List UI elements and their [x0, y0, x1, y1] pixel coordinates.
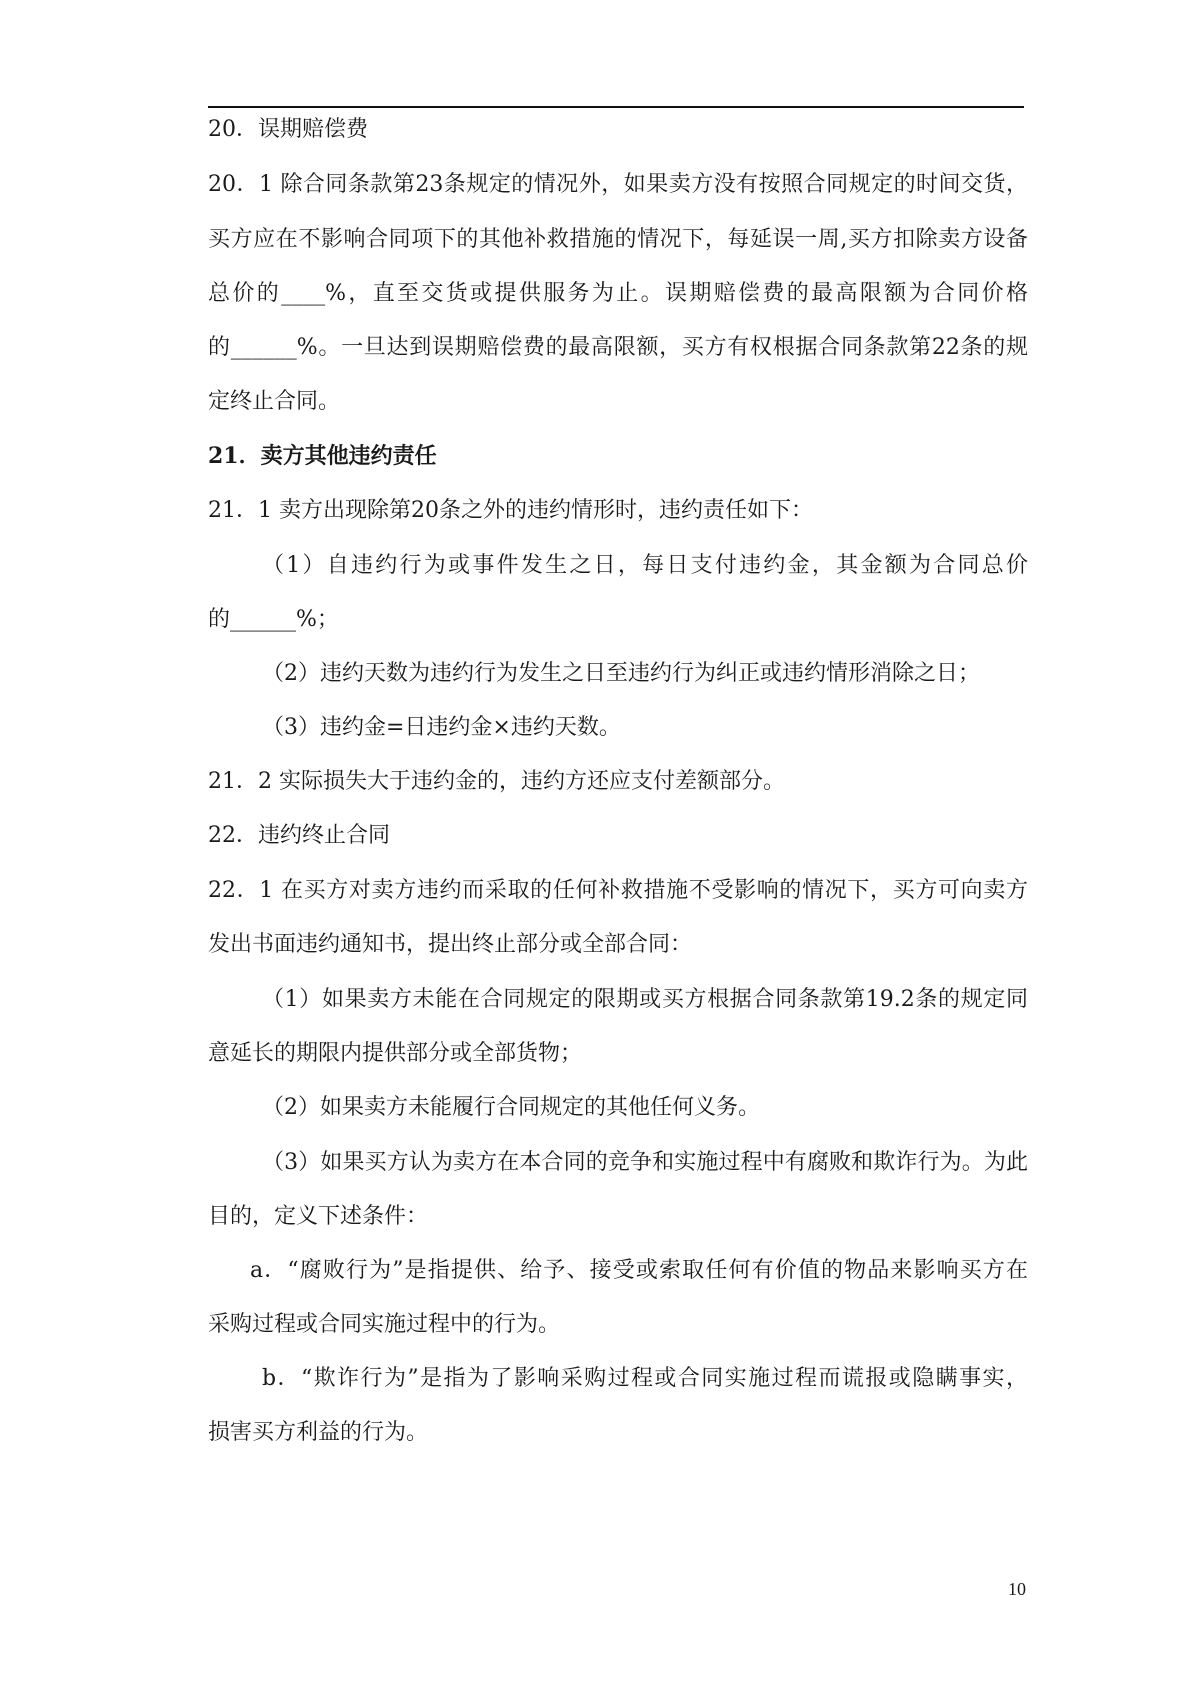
paragraph-line: 21．2 实际损失大于违约金的，违约方还应支付差额部分。: [208, 769, 785, 794]
list-item: （3）如果买方认为卖方在本合同的竞争和实施过程中有腐败和欺诈行为。为此: [262, 1150, 1028, 1175]
list-item: b．“欺诈行为”是指为了影响采购过程或合同实施过程而谎报或隐瞒事实，: [262, 1366, 1028, 1391]
paragraph-line: 20．1 除合同条款第23条规定的情况外，如果卖方没有按照合同规定的时间交货，: [208, 172, 1028, 197]
paragraph-line: 的______%。一旦达到误期赔偿费的最高限额，买方有权根据合同条款第22条的规: [208, 335, 1028, 360]
paragraph-line: 目的，定义下述条件：: [208, 1204, 429, 1229]
paragraph-line: 买方应在不影响合同项下的其他补救措施的情况下，每延误一周,买方扣除卖方设备: [208, 227, 1028, 252]
list-item: （1）自违约行为或事件发生之日，每日支付违约金，其金额为合同总价: [262, 553, 1028, 578]
list-item: （1）如果卖方未能在合同规定的限期或买方根据合同条款第19.2条的规定同: [262, 987, 1028, 1012]
paragraph-line: 损害买方利益的行为。: [208, 1420, 429, 1445]
paragraph-line: 22．1 在买方对卖方违约而采取的任何补救措施不受影响的情况下，买方可向卖方: [208, 878, 1028, 903]
list-item: a．“腐败行为”是指提供、给予、接受或索取任何有价值的物品来影响买方在: [250, 1258, 1028, 1283]
paragraph-line: 意延长的期限内提供部分或全部货物；: [208, 1041, 583, 1066]
list-item: （2）如果卖方未能履行合同规定的其他任何义务。: [262, 1095, 760, 1120]
list-item: （3）违约金=日违约金×违约天数。: [262, 715, 621, 740]
paragraph-line: 21．1 卖方出现除第20条之外的违约情形时，违约责任如下：: [208, 498, 813, 523]
section-22-heading: 22．违约终止合同: [208, 823, 390, 848]
paragraph-line: 采购过程或合同实施过程中的行为。: [208, 1312, 561, 1337]
page-number: 10: [1008, 1579, 1026, 1599]
section-21-heading: 21．卖方其他违约责任: [208, 443, 437, 469]
paragraph-line: 发出书面违约通知书，提出终止部分或全部合同：: [208, 932, 693, 957]
list-item: （2）违约天数为违约行为发生之日至违约行为纠正或违约情形消除之日；: [262, 661, 980, 686]
paragraph-line: 定终止合同。: [208, 389, 341, 414]
section-20-heading: 20．误期赔偿费: [208, 117, 368, 142]
paragraph-line: 的______%；: [208, 607, 339, 632]
header-rule: [208, 106, 1024, 108]
paragraph-line: 总价的____%，直至交货或提供服务为止。误期赔偿费的最高限额为合同价格: [208, 281, 1028, 306]
